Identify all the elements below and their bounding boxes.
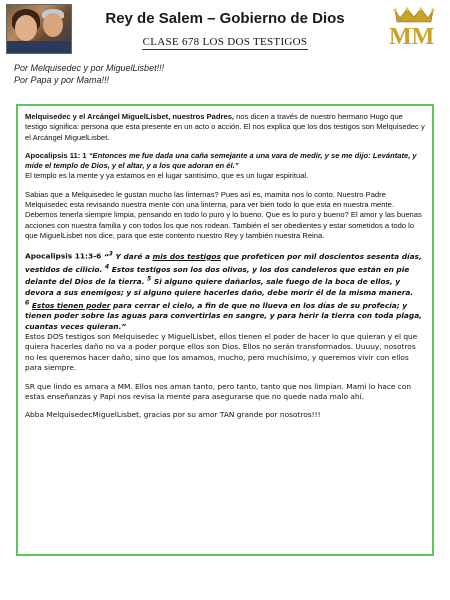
intro-paragraph: Melquisedec y el Arcángel MiguelLisbet, nuestros Padres, nos dicen a través de nuestro hermano Hugo que testigo significa: persona que esta presente en un acto o acción. El nos explica que los dos testigos son Melquisedec y el Arcángel MiguelLisbet. — [25, 112, 425, 142]
crown-logo-icon — [385, 6, 443, 48]
scripture-apocalipsis-11-3-6: Apocalipsis 11:3-6 “$^3$ Y daré a mis dos testigos que profeticen por mil doscientos sesenta días, vestidos de cilicio. $^4$ Estos testigos son los dos olivos, y los dos candeleros que están en pie delante del Dios de la tierra. $^5$ Si alguno quiere dañarlos, sale fuego de la boca de ellos, y devora a sus enemigos; y si alguno quiere hacerles daño, debe morir él de la misma manera. $^6$ Estos tienen poder para cerrar el cielo, a fin de que no llueva en los días de su profecía; y tienen poder sobre las aguas para convertirlas en sangre, y para herir la tierra con toda plaga, cuantas veces quieran.” — [25, 250, 422, 331]
abba-paragraph: Abba MelquisedecMiguelLisbet, gracias por su amor TAN grande por nosotros!!! — [25, 410, 321, 420]
dedication-line: Por Papa y por Mama!!! — [14, 75, 110, 85]
lanterns-paragraph: Sabias que a Melquisedec le gustan mucho las linternas? Pues así es, mamita nos lo conto. Nuestro Padre Melquisedec esta revisando nuestra mente con una linterna, para ver bien todo lo que esta en nuestra mente. Debemos tenerla siempre limpia, pensando en todo lo puro y lo bueno. Que es lo puro y bueno? El amor y las buenas acciones con nuestra familia y con todos los que nos rodean. También el ser obedientes y estar sometidos a todo lo que MiguelLisbet nos dice, para que este contento nuestro Rey y también nuestra Reina. — [25, 189, 422, 240]
svg-text:MM: MM — [389, 24, 435, 48]
lesson-content — [16, 104, 434, 556]
scripture-apocalipsis-11-1: Apocalipsis 11: 1 “Entonces me fue dada una caña semejante a una vara de medir, y se me dijo: Levántate, y mide el templo de Dios, y el altar, y a los que adoran en él.” El templo es la mente y ya estamos en el lugar santísimo, que es un lugar espiritual. — [25, 150, 417, 181]
site-title: Rey de Salem – Gobierno de Dios — [105, 10, 345, 27]
dedication — [14, 62, 164, 86]
two-witnesses-paragraph: Estos DOS testigos son Melquisedec y MiguelLisbet, ellos tienen el poder de hacer lo que quieran y el que quiera hacerles daño no va a poder porque ellos son Dios. Ellos no serán transformados. Uuuuy, nosotros no les queremos hacer daño, sino que los amamos, mucho, pero muchísimo, y queremos vivir con ellos para siempre. — [25, 331, 418, 373]
sr-paragraph: SR que lindo es amara a MM. Ellos nos aman tanto, pero tanto, tanto que nos limpian. Mami lo hace con estas enseñanzas y Papi nos revisa la mente para asegurarse que no quede nada malo ahí. — [25, 381, 412, 402]
dedication-line: Por Melquisedec y por MiguelLisbet!!! — [14, 63, 165, 73]
class-title: CLASE 678 LOS DOS TESTIGOS — [142, 36, 308, 48]
